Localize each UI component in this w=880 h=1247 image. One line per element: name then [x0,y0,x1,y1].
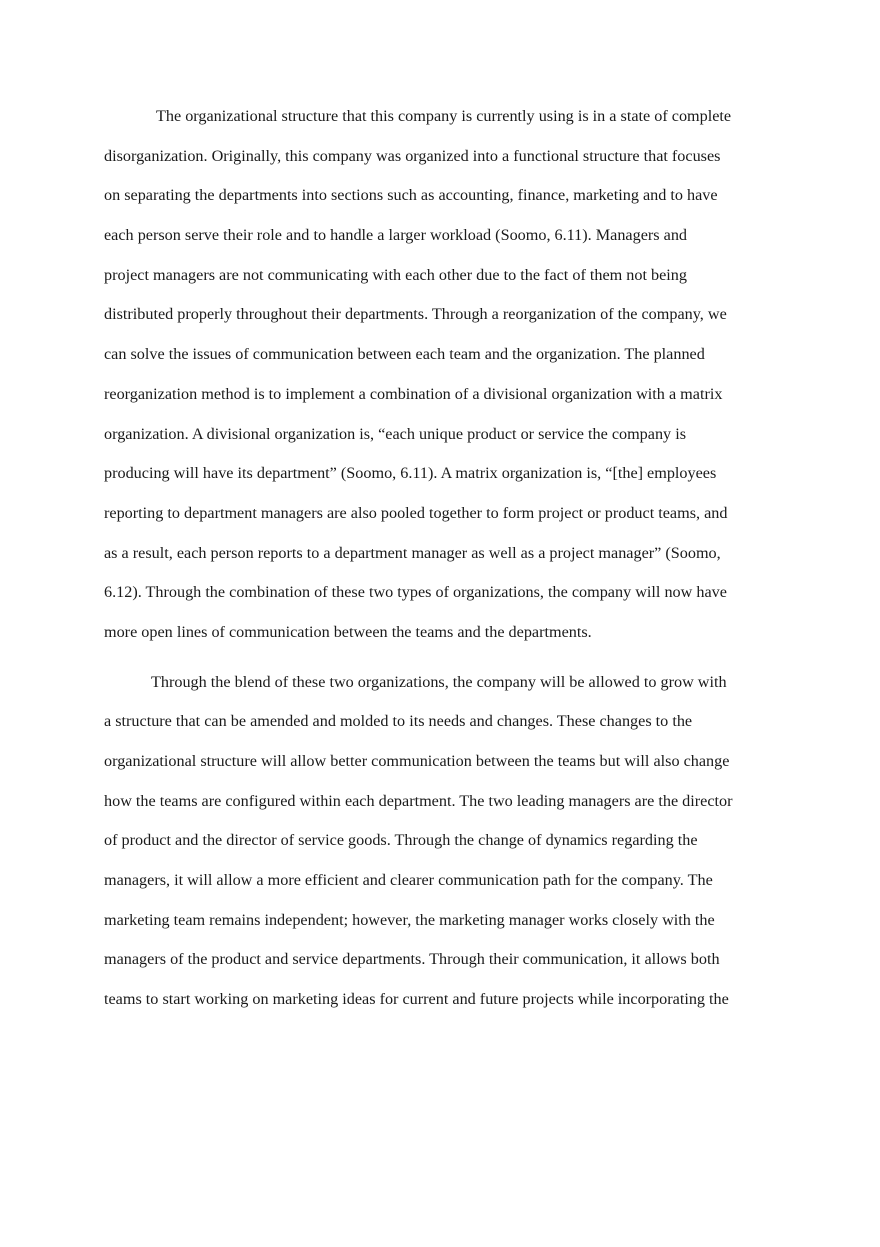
body-text [104,98,784,1021]
paragraph-line: on separating the departments into sections such as accounting, finance, marketing and to have [104,186,718,205]
paragraph-spacer [104,654,784,664]
paragraph-line: producing will have its department” (Soomo, 6.11). A matrix organization is, “[the] employees [104,464,717,483]
paragraph-line: Through the blend of these two organizations, the company will be allowed to grow with [151,672,727,691]
paragraph-line: managers of the product and service departments. Through their communication, it allows both [104,950,720,969]
paragraph-line: distributed properly throughout their departments. Through a reorganization of the company, we [104,305,727,324]
paragraph-line: reorganization method is to implement a combination of a divisional organization with a matrix [104,384,723,403]
paragraph-line: marketing team remains independent; however, the marketing manager works closely with the [104,910,715,929]
paragraph-line: of product and the director of service goods. Through the change of dynamics regarding the [104,831,698,850]
paragraph-line: organization. A divisional organization is, “each unique product or service the company is [104,424,686,443]
paragraph-line: managers, it will allow a more efficient and clearer communication path for the company. The [104,871,713,890]
paragraph-line: project managers are not communicating with each other due to the fact of them not being [104,265,687,284]
paragraph-line: how the teams are configured within each department. The two leading managers are the director [104,791,733,810]
paragraph-line: The organizational structure that this company is currently using is in a state of complete [156,107,732,125]
paragraph-1 [104,98,784,654]
paragraph-line: 6.12). Through the combination of these two types of organizations, the company will now have [104,583,727,602]
paragraph-line: as a result, each person reports to a department manager as well as a project manager” (Soomo, [104,543,721,562]
paragraph-line: disorganization. Originally, this company was organized into a functional structure that focuses [104,146,721,165]
paragraph-line: more open lines of communication between the teams and the departments. [104,622,592,641]
paragraph-line: reporting to department managers are also pooled together to form project or product teams, and [104,503,728,522]
paragraph-line: can solve the issues of communication between each team and the organization. The planned [104,345,705,364]
paragraph-line: organizational structure will allow better communication between the teams but will also change [104,752,730,770]
paragraph-line: a structure that can be amended and molded to its needs and changes. These changes to the [104,712,693,731]
paragraph-line: teams to start working on marketing ideas for current and future projects while incorporating the [104,990,729,1009]
paragraph-line: each person serve their role and to handle a larger workload (Soomo, 6.11). Managers and [104,226,688,245]
paragraph-2 [104,664,784,1021]
